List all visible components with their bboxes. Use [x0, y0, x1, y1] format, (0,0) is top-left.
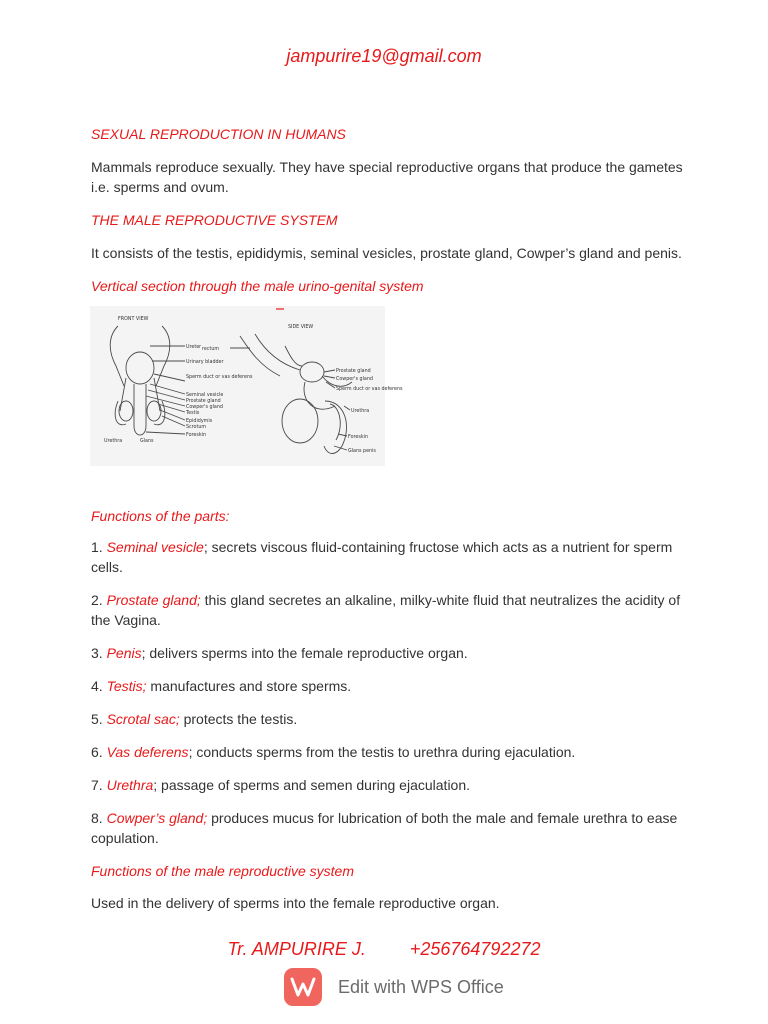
diagram-label-glans-penis: Glans penis [348, 449, 376, 454]
function-term: Prostate gland; [106, 592, 201, 608]
function-number: 6. [91, 744, 103, 760]
function-separator: ; [141, 645, 146, 661]
diagram-label-seminal-vesicle: Seminal vesicle [186, 393, 224, 398]
function-description: conducts sperms from the testis to urethra during ejaculation. [192, 744, 576, 760]
function-number: 8. [91, 810, 103, 826]
functions-title: Functions of the parts: [91, 508, 230, 524]
function-item [91, 775, 691, 795]
diagram-label-cowpers-gland: Cowper's gland [186, 405, 223, 410]
diagram-label-side-view: SIDE VIEW [288, 325, 314, 330]
system-functions-title: Functions of the male reproductive system [91, 863, 355, 879]
urinogenital-diagram [90, 306, 403, 466]
function-term: Penis [106, 645, 142, 661]
diagram-label-ureter: Ureter [186, 345, 202, 350]
header-email: jampurire19@gmail.com [286, 46, 482, 66]
wps-edit-button[interactable] [284, 967, 504, 1007]
function-separator: ; [188, 744, 193, 760]
function-item [91, 537, 691, 577]
footer-phone: +256764792272 [409, 939, 541, 959]
function-number: 1. [91, 539, 103, 555]
function-term: Seminal vesicle [106, 539, 204, 555]
function-description: produces mucus for lubrication of both the male and female urethra to ease copulation. [91, 810, 678, 846]
diagram-label-prostate-gland: Prostate gland [186, 399, 221, 404]
diagram-label-sperm-duct: Sperm duct or vas deferens [186, 375, 253, 380]
footer-author-line [0, 939, 768, 960]
function-description: protects the testis. [179, 711, 298, 727]
diagram-label-scrotum: Scrotum [186, 425, 207, 430]
function-term: Vas deferens [106, 744, 189, 760]
function-item [91, 709, 691, 729]
wps-logo-icon [284, 968, 322, 1006]
function-term: Scrotal sac; [106, 711, 180, 727]
function-term: Urethra [106, 777, 154, 793]
wps-edit-label: Edit with WPS Office [338, 976, 504, 997]
diagram-label-glans-left: Glans [140, 439, 154, 444]
diagram-label-front-view: FRONT VIEW [118, 317, 149, 322]
function-number: 3. [91, 645, 103, 661]
function-term: Testis; [106, 678, 147, 694]
diagram-label-foreskin-left: Foreskin [186, 433, 206, 438]
diagram-label-cowpers-gland-right: Cowper's gland [336, 377, 373, 382]
diagram-label-foreskin-right: Foreskin [348, 435, 368, 440]
diagram-label-sperm-duct-right: Sperm duct or vas deferens [336, 387, 403, 392]
function-description: manufactures and store sperms. [146, 678, 352, 694]
figure-caption: Vertical section through the male urino-genital system [91, 278, 424, 294]
function-description: passage of sperms and semen during ejaculation. [157, 777, 471, 793]
function-number: 4. [91, 678, 103, 694]
function-description: secrets viscous fluid-containing fructose which acts as a nutrient for sperm cells. [91, 539, 673, 575]
function-number: 7. [91, 777, 103, 793]
diagram-label-rectum: rectum [202, 347, 220, 352]
function-description: delivers sperms into the female reproductive organ. [145, 645, 468, 661]
system-functions-paragraph: Used in the delivery of sperms into the female reproductive organ. [91, 895, 500, 911]
diagram-label-testis: Testis [186, 411, 200, 416]
function-separator: ; [203, 539, 208, 555]
function-number: 5. [91, 711, 103, 727]
function-item [91, 742, 691, 762]
function-item [91, 590, 691, 630]
diagram-label-prostate-gland-right: Prostate gland [336, 369, 371, 374]
function-item [91, 643, 691, 663]
diagram-label-urinary-bladder: Urinary bladder [186, 360, 224, 365]
diagram-label-urethra-right: Urethra [351, 409, 370, 414]
diagram-label-urethra-left: Urethra [104, 439, 123, 444]
function-term: Cowper’s gland; [106, 810, 208, 826]
function-description: this gland secretes an alkaline, milky-white fluid that neutralizes the acidity of the Vagina. [91, 592, 681, 628]
function-item [91, 808, 691, 848]
function-item [91, 676, 691, 696]
male-system-paragraph: It consists of the testis, epididymis, seminal vesicles, prostate gland, Cowper’s gland and penis. [91, 245, 682, 261]
section-title: SEXUAL REPRODUCTION IN HUMANS [91, 126, 346, 142]
function-separator: ; [153, 777, 158, 793]
male-system-title: THE MALE REPRODUCTIVE SYSTEM [91, 212, 338, 228]
diagram-label-epididymis: Epididymis [186, 419, 213, 424]
intro-paragraph: Mammals reproduce sexually. They have special reproductive organs that produce the gametes i.e. sperms and ovum. [91, 159, 683, 195]
footer-author: Tr. AMPURIRE J. [227, 939, 366, 959]
function-number: 2. [91, 592, 103, 608]
